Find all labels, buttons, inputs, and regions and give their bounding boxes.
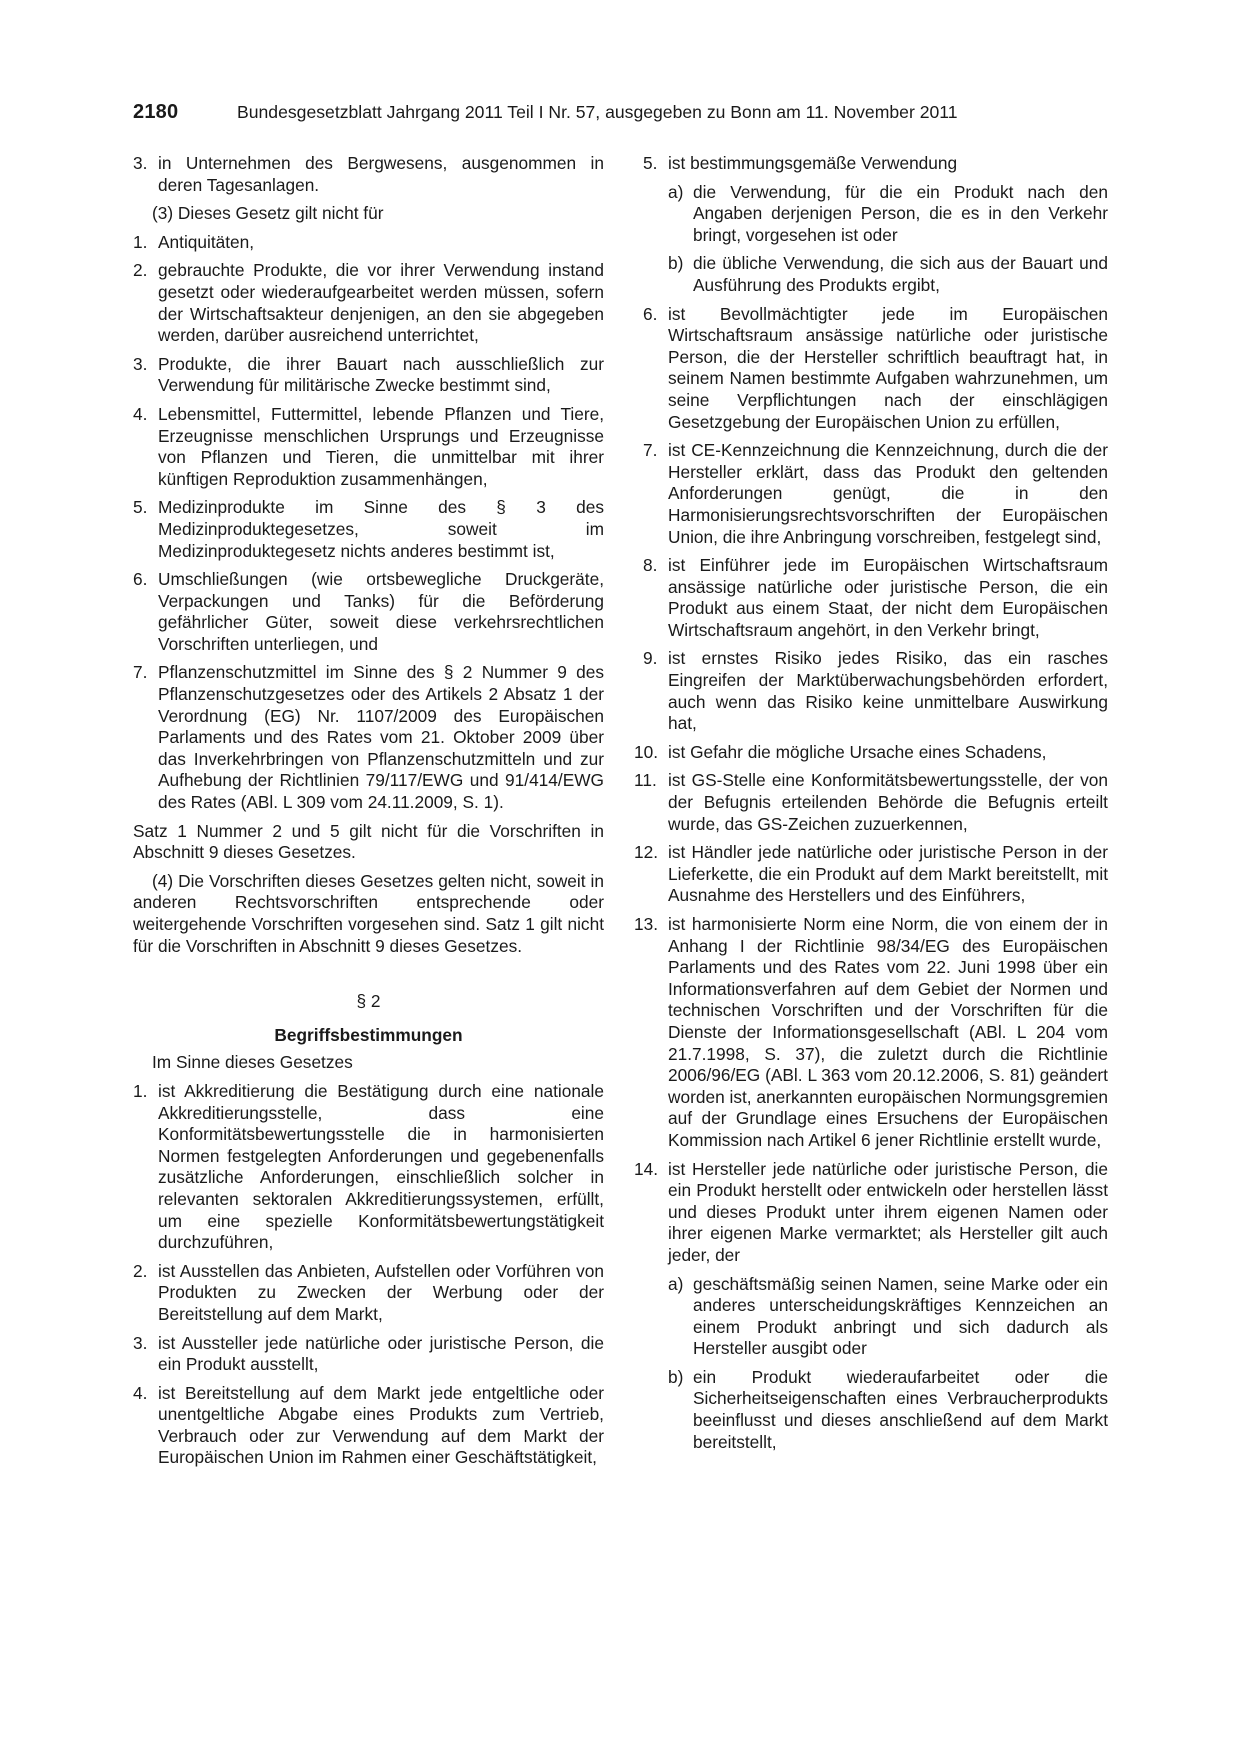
sub-item-text: die übliche Verwendung, die sich aus der Bauart und Ausführung des Produkts ergibt, [693,253,1108,295]
left-column [133,153,604,1476]
section-number: § 2 [356,991,381,1012]
definition-item [133,1333,604,1376]
item-text: Produkte, die ihrer Bauart nach ausschließlich zur Verwendung für militärische Zwecke bestimmt sind, [158,353,604,396]
sub-item [668,253,1108,296]
definition-item [133,1261,604,1326]
item-text: ist Händler jede natürliche oder juristische Person in der Lieferkette, die ein Produkt auf dem Markt bereitstellt, mit Ausnahme des Herstellers und des Einführers, [668,842,1108,906]
list-item [133,569,604,655]
item-text: ist Gefahr die mögliche Ursache eines Schadens, [668,741,1047,762]
sub-item-letter: b) [668,253,684,274]
item-number: 3. [133,353,148,374]
definition-item [643,304,1108,434]
item-text: Pflanzenschutzmittel im Sinne des § 2 Nummer 9 des Pflanzenschutzgesetzes oder des Artikels 2 Absatz 1 der Verordnung (EG) Nr. 1107/2009 des Europäischen Parlaments und des Rates vom 21. Oktober 2009 über das Inverkehrbringen von Pflanzenschutzmitteln und zur Aufhebung der Richtlinien 79/117/EWG und 91/414/EWG des Rates (ABl. L 309 vom 24.11.2009, S. 1). [158,662,604,813]
item-text: ist harmonisierte Norm eine Norm, die von einem der in Anhang I der Richtlinie 98/34/EG des Europäischen Parlaments und des Rates vom 22. Juni 1998 über ein Informationsverfahren auf dem Gebiet der Normen und technischen Vorschriften und der Vorschriften für die Dienste der Informationsgesellschaft (ABl. L 204 vom 21.7.1998, S. 37), die zuletzt durch die Richtlinie 2006/96/EG (ABl. L 363 vom 20.12.2006, S. 81) geändert worden ist, anerkannten europäischen Normungsgremien auf der Grundlage eines Ersuchens der Europäischen Kommission nach Artikel 6 jener Richtlinie erstellt wurde, [668,914,1108,1150]
item-text: ist GS-Stelle eine Konformitätsbewertungsstelle, der von der Befugnis erteilenden Behörde die Befugnis erteilt wurde, das GS-Zeichen zuzuerkennen, [668,770,1108,834]
item-text: Antiquitäten, [158,231,255,252]
definition-item [643,153,1108,175]
item-number: 1. [133,1080,148,1101]
item-text: ist bestimmungsgemäße Verwendung [668,153,958,173]
paragraph-4: (4) Die Vorschriften dieses Gesetzes gelten nicht, soweit in anderen Rechtsvorschriften entsprechende oder weitergehende Vorschriften vorgesehen sind. Satz 1 gilt nicht für die Vorschriften in Abschnitt 9 dieses Gesetzes. [133,870,604,956]
item-text: ist Einführer jede im Europäischen Wirtschaftsraum ansässige natürliche oder juristische Person, die ein Produkt aus einem Staat, der nicht dem Europäischen Wirtschaftsraum angehört, in den Verkehr bringt, [668,555,1108,640]
sub-item [668,1367,1108,1453]
item-number: 4. [133,1382,148,1403]
section-intro: Im Sinne dieses Gesetzes [152,1052,353,1073]
section-title: Begriffsbestimmungen [274,1024,463,1045]
list-item [133,662,604,813]
satz-note: Satz 1 Nummer 2 und 5 gilt nicht für die Vorschriften in Abschnitt 9 dieses Gesetzes. [133,820,604,863]
sub-item [668,1274,1108,1360]
item-number: 4. [133,403,148,424]
item-text: Medizinprodukte im Sinne des § 3 des Medizinproduktegesetzes, soweit im Medizinproduktegesetz nichts anderes bestimmt ist, [158,497,604,561]
sub-item [668,182,1108,247]
item-text: ist CE-Kennzeichnung die Kennzeichnung, durch die der Hersteller erklärt, dass das Produkt den geltenden Anforderungen genügt, die in den Harmonisierungsrechtsvorschriften der Europäischen Union, die ihre Anbringung vorschreiben, festgelegt sind, [668,440,1108,547]
item-number: 9. [643,648,658,669]
item-number: 13. [634,914,659,934]
item-text: ist Bevollmächtigter jede im Europäischen Wirtschaftsraum ansässige natürliche oder juristische Person, die der Hersteller schriftlich beauftragt hat, in seinem Namen bestimmte Aufgaben wahrzunehmen, um seine Verpflichtungen nach der einschlägigen Gesetzgebung der Europäischen Union zu erfüllen, [668,303,1108,432]
item-number: 3. [133,1332,148,1353]
list-item [133,404,604,490]
definition-item [634,842,1108,907]
list-item [133,260,604,346]
definition-item [634,741,1108,764]
item-number: 12. [634,842,659,863]
sub-item-text: ein Produkt wiederaufarbeitet oder die Sicherheitseigenschaften eines Verbraucherprodukts beeinflusst und dieses anschließend auf dem Markt bereitstellt, [693,1366,1108,1452]
item-number: 3. [133,153,148,173]
item-number: 5. [133,497,148,518]
item-text: in Unternehmen des Bergwesens, ausgenommen in deren Tagesanlagen. [158,153,604,195]
item-number: 2. [133,260,148,281]
item-number: 11. [634,770,657,791]
list-item [133,354,604,397]
item-text: ist Akkreditierung die Bestätigung durch eine nationale Akkreditierungsstelle, dass eine Konformitätsbewertungsstelle die in harmonisierten Normen festgelegten Anforderungen und gegebenenfalls zusätzliche Anforderungen, einschließlich solcher in relevanten sektoralen Akkreditierungssystemen, erfüllt, um eine spezielle Konformitätsbewertungstätigkeit durchzuführen, [158,1080,604,1253]
item-number: 6. [643,303,658,324]
item-number: 7. [643,440,658,461]
sub-item-letter: a) [668,1273,684,1294]
item-number: 14. [634,1158,659,1179]
item-text: ist ernstes Risiko jedes Risiko, das ein rasches Eingreifen der Marktüberwachungsbehörden erfordert, auch wenn das Risiko keine unmittelbare Auswirkung hat, [668,648,1108,734]
definition-item [634,914,1108,1152]
item-number: 5. [643,153,658,173]
item-text: ist Hersteller jede natürliche oder juristische Person, die ein Produkt herstellt oder entwickeln oder herstellen lässt und dieses Produkt unter ihrem eigenen Namen oder ihrer eigenen Marke vermarktet; als Hersteller gilt auch jeder, der [668,1158,1108,1265]
page-header [133,101,1113,127]
definition-item [643,555,1108,641]
item-text: ist Aussteller jede natürliche oder juristische Person, die ein Produkt ausstellt, [158,1332,604,1375]
item-number: 2. [133,1260,148,1281]
item-text: gebrauchte Produkte, die vor ihrer Verwendung instand gesetzt oder wiederaufgearbeitet werden müssen, sofern der Wirtschaftsakteur denjenigen, an den sie abgegeben werden, darüber ausreichend unterrichtet, [158,260,604,346]
page-number: 2180 [133,101,179,123]
right-column [634,153,1108,1460]
sub-item-letter: b) [668,1366,684,1387]
sub-item-text: die Verwendung, für die ein Produkt nach den Angaben derjenigen Person, die es in den Verkehr bringt, vorgesehen ist oder [693,181,1108,245]
running-head: Bundesgesetzblatt Jahrgang 2011 Teil I Nr. 57, ausgegeben zu Bonn am 11. November 2011 [237,102,958,122]
sub-item-letter: a) [668,181,684,202]
definition-item [133,1081,604,1254]
list-item [133,232,604,254]
paragraph-3-intro: (3) Dieses Gesetz gilt nicht für [152,203,384,224]
item-number: 10. [634,741,659,762]
item-text: ist Bereitstellung auf dem Markt jede entgeltliche oder unentgeltliche Abgabe eines Produkts zum Vertrieb, Verbrauch oder zur Verwendung auf dem Markt der Europäischen Union im Rahmen einer Geschäftstätigkeit, [158,1382,604,1468]
list-item [133,153,604,196]
item-number: 7. [133,662,148,683]
item-number: 6. [133,569,148,590]
definition-item [643,440,1108,548]
list-item [133,497,604,562]
item-text: Lebensmittel, Futtermittel, lebende Pflanzen und Tiere, Erzeugnisse menschlichen Ursprungs und Erzeugnisse von Pflanzen und Tieren, die unmittelbar mit ihrer künftigen Reproduktion zusammenhängen, [158,403,604,489]
sub-item-text: geschäftsmäßig seinen Namen, seine Marke oder ein anderes unterscheidungskräftiges Kennzeichen an einem Produkt anbringt und sich dadurch als Hersteller ausgibt oder [693,1273,1108,1359]
item-number: 8. [643,555,658,576]
item-text: Umschließungen (wie ortsbewegliche Druckgeräte, Verpackungen und Tanks) für die Beförderung gefährlicher Güter, soweit diese verkehrsrechtlichen Vorschriften unterliegen, und [158,569,604,654]
item-number: 1. [133,231,148,252]
definition-item [634,770,1108,835]
definition-item [133,1383,604,1469]
definition-item [634,1158,1108,1267]
definition-item [643,648,1108,734]
item-text: ist Ausstellen das Anbieten, Aufstellen oder Vorführen von Produkten zu Zwecken der Werbung oder der Bereitstellung auf dem Markt, [158,1260,604,1324]
